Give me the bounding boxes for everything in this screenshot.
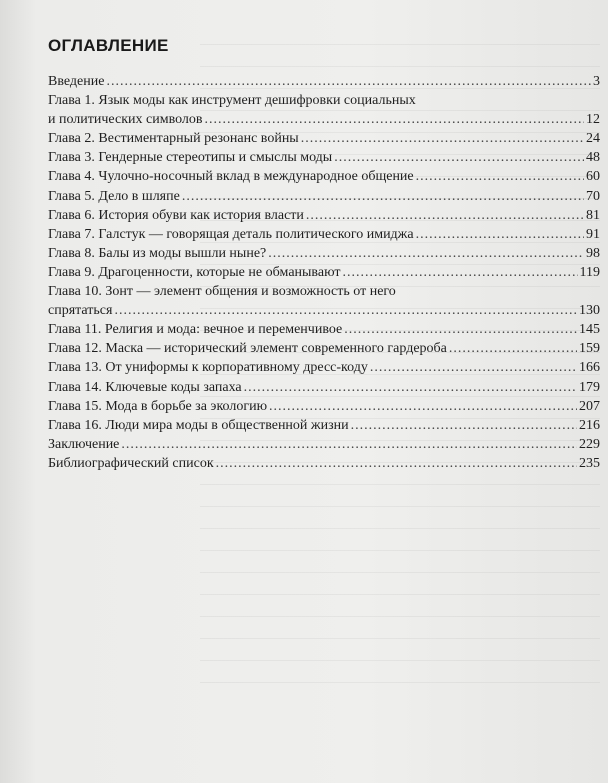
dot-leader [106, 72, 591, 91]
toc-entry-page: 119 [579, 264, 600, 280]
toc-entry-page: 3 [593, 74, 600, 89]
toc-entry-title: Глава 4. Чулочно-носочный вклад в международное общение [48, 169, 414, 185]
toc-entry-ch8 [48, 244, 600, 263]
toc-entry-conclusion [48, 435, 600, 454]
toc-entry-page: 70 [586, 188, 600, 204]
toc-entry-title: Глава 6. История обуви как история власти [48, 207, 304, 223]
toc-entry-page: 48 [586, 150, 600, 166]
toc-entry-ch2 [48, 129, 600, 148]
toc-entry-ch15 [48, 397, 600, 416]
dot-leader [344, 320, 577, 339]
dot-leader [342, 263, 577, 282]
toc-entry-page: 235 [579, 455, 600, 471]
toc-entry-ch1 [48, 110, 600, 129]
toc-entry-title: Глава 3. Гендерные стереотипы и смыслы моды [48, 150, 333, 166]
toc-entry-ch10 [48, 301, 600, 320]
toc-entry-title: Глава 14. Ключевые коды запаха [48, 379, 242, 395]
toc-entry-title: Глава 8. Балы из моды вышли ныне? [48, 245, 267, 261]
toc-entry-title: Библиографический список [48, 455, 214, 471]
toc-entry-title: Глава 12. Маска — исторический элемент современного гардероба [48, 341, 447, 357]
toc-entry-page: 98 [586, 245, 600, 261]
toc-entry-page: 159 [579, 341, 600, 357]
toc-entry-page: 207 [579, 398, 600, 414]
dot-leader [416, 225, 584, 244]
dot-leader [205, 110, 585, 129]
dot-leader [121, 435, 577, 454]
dot-leader [351, 416, 577, 435]
toc-entry-bibliography [48, 454, 600, 473]
toc-entry-intro [48, 72, 600, 91]
toc-entry-page: 24 [586, 131, 600, 147]
dot-leader [416, 167, 584, 186]
toc-entry-title: Глава 2. Вестиментарный резонанс войны [48, 131, 299, 147]
dot-leader [182, 187, 584, 206]
toc-entry-ch4 [48, 167, 600, 186]
toc-heading: ОГЛАВЛЕНИЕ [48, 36, 169, 55]
toc-entry-ch5 [48, 187, 600, 206]
toc-entry-title: Глава 5. Дело в шляпе [48, 188, 180, 204]
dot-leader [301, 129, 584, 148]
toc-entry-ch11 [48, 320, 600, 339]
dot-leader [449, 339, 577, 358]
dot-leader [244, 378, 577, 397]
toc-entry-page: 130 [579, 303, 600, 319]
dot-leader [268, 244, 584, 263]
toc-entry-title: Глава 13. От униформы к корпоративному дресс-коду [48, 360, 368, 376]
toc-entry-page: 12 [586, 112, 600, 128]
toc-entry-ch7 [48, 225, 600, 244]
toc-entry-page: 145 [579, 322, 600, 338]
toc-entry-title: Заключение [48, 436, 120, 452]
toc-entry-title: Глава 7. Галстук — говорящая деталь политического имиджа [48, 226, 414, 242]
dot-leader [370, 358, 577, 377]
toc-entry-page: 179 [579, 379, 600, 395]
toc-entry-page: 60 [586, 169, 600, 185]
toc-entry-ch9 [48, 263, 600, 282]
toc-entry-ch13 [48, 358, 600, 377]
toc-entry-title: и политических символов [48, 112, 203, 128]
dot-leader [334, 148, 584, 167]
toc-entry-ch10-line1: Глава 10. Зонт — элемент общения и возможность от него [48, 284, 396, 300]
toc-entry-ch3 [48, 148, 600, 167]
toc-entry-title: Глава 11. Религия и мода: вечное и переменчивое [48, 322, 343, 338]
toc-entry-ch16 [48, 416, 600, 435]
toc-entry-page: 81 [586, 207, 600, 223]
toc-entry-title: Глава 16. Люди мира моды в общественной жизни [48, 417, 349, 433]
dot-leader [114, 301, 577, 320]
toc-entry-ch6 [48, 206, 600, 225]
toc-entry-ch1-line1: Глава 1. Язык моды как инструмент дешифровки социальных [48, 93, 416, 109]
toc-entry-title: Глава 15. Мода в борьбе за экологию [48, 398, 268, 414]
toc-entry-page: 91 [586, 226, 600, 242]
toc-entry-page: 166 [579, 360, 600, 376]
toc-entry-page: 216 [579, 417, 600, 433]
toc-entry-title: Введение [48, 74, 105, 89]
toc-entry-ch14 [48, 378, 600, 397]
toc-entry-title: Глава 9. Драгоценности, которые не обманывают [48, 264, 341, 280]
toc-entry-ch12 [48, 339, 600, 358]
table-of-contents [48, 72, 600, 473]
dot-leader [216, 454, 577, 473]
toc-entry-title: спрятаться [48, 303, 113, 319]
dot-leader [269, 397, 577, 416]
dot-leader [306, 206, 584, 225]
toc-entry-page: 229 [579, 436, 600, 452]
